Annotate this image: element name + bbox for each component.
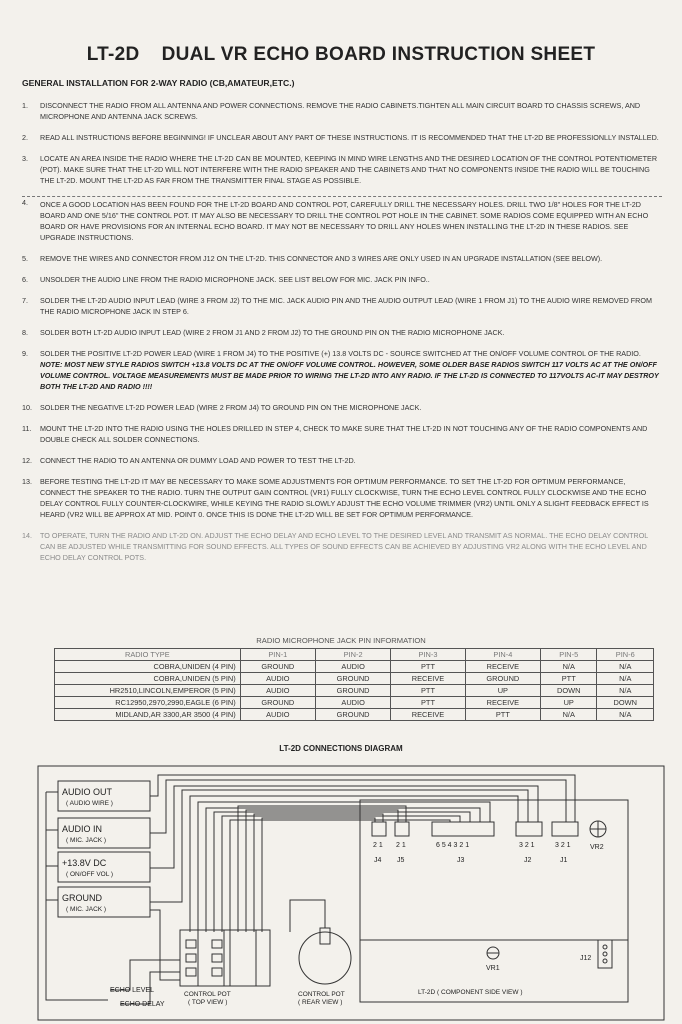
j4-pins: 2 1: [373, 842, 383, 849]
table-cell: N/A: [597, 685, 654, 697]
table-cell: AUDIO: [315, 661, 390, 673]
table-cell: DOWN: [597, 697, 654, 709]
table-cell: RECEIVE: [465, 697, 540, 709]
table-cell: GROUND: [240, 661, 315, 673]
j2-label: J2: [524, 857, 532, 864]
table-cell: GROUND: [315, 709, 390, 721]
table-cell: GROUND: [240, 697, 315, 709]
table-cell: DOWN: [541, 685, 597, 697]
table-cell: N/A: [597, 661, 654, 673]
control-pot-rear-label: CONTROL POT: [298, 991, 345, 998]
j4-connector: [372, 822, 386, 836]
j5-connector: [395, 822, 409, 836]
box-power-label: +13.8V DC: [62, 858, 107, 868]
step-9-note: NOTE: MOST NEW STYLE RADIOS SWITCH +13.8 VOLTS DC AT THE ON/OFF VOLUME CONTROL. HOWEVER, SOME OLDER BASE RADIOS SWITCH 117 VOLTS AC AT THE ON/OFF VOLUME CONTROL. VOLTAGE MEASUREMENTS MUST BE MADE PRIOR TO WIRING THE LT-2D INTO ANY RADIO. IF THE LT-2D IS CONNECTED TO 117VOLTS AC-IT MAY DESTROY BOTH THE LT-2D AND RADIO !!!!: [40, 360, 659, 391]
j1-label: J1: [560, 857, 568, 864]
step-5: 5. REMOVE THE WIRES AND CONNECTOR FROM J12 ON THE LT-2D. THIS CONNECTOR AND 3 WIRES ARE ONLY USED IN AN UPGRADE INSTALLATION (SEE BELOW).: [22, 254, 603, 263]
table-header: PIN-3: [391, 649, 465, 661]
pin-table-title: RADIO MICROPHONE JACK PIN INFORMATION: [256, 636, 426, 645]
step-3: 3. LOCATE AN AREA INSIDE THE RADIO WHERE THE LT-2D CAN BE MOUNTED, KEEPING IN MIND WIRE LENGTHS AND THE DESIRED LOCATION OF THE CONTROL POTENTIOMETER (POT). MAKE SURE THAT THE LT-2D WILL NOT INTERFERE WITH THE RADIO SPEAKER AND THE CABINETS AND THAT NO COMPONENTS INSIDE THE RADIO WILL BE TOUCHING THE LT-2D. MOUNT THE LT-2D AS FAR FROM THE TRANSMITTER FINAL STAGE AS POSSIBLE.: [22, 154, 658, 185]
board-view-label: LT-2D ( COMPONENT SIDE VIEW ): [418, 989, 523, 996]
step-7: 7. SOLDER THE LT-2D AUDIO INPUT LEAD (WIRE 3 FROM J2) TO THE MIC. JACK AUDIO PIN AND THE AUDIO OUTPUT LEAD (WIRE 1 FROM J1) TO THE AUDIO WIRE REMOVED FROM THE RADIO MICROPHONE JACK IN STEP 6.: [22, 296, 652, 316]
table-cell: COBRA,UNIDEN (5 PIN): [55, 673, 241, 685]
step-4: 4. ONCE A GOOD LOCATION HAS BEEN FOUND FOR THE LT-2D BOARD AND CONTROL POT, CAREFULLY DRILL THE NECESSARY HOLES. DRILL TWO 1/8" HOLES FOR THE LT-2D BOARD AND ONE 5/16" THE CONTROL POT. IT MAY ALSO BE NECESSARY TO DRILL THE CONTROL POT HOLE IN THE CABINET. SOME RADIOS COME EQUIPPED WITH AN ECHO BOARD OR HAVE PROVISIONS FOR AN INTERNAL ECHO BOARD. IT MAY NOT BE NECESSARY TO DRILL ANY HOLES WHEN INSTALLING THE LT-2D IN THESE RADIOS. SEE UPGRADE INSTRUCTIONS.: [22, 196, 662, 243]
control-pot-top-label: CONTROL POT: [184, 991, 231, 998]
table-cell: RECEIVE: [465, 661, 540, 673]
table-cell: RECEIVE: [391, 709, 465, 721]
diagram-title: LT-2D CONNECTIONS DIAGRAM: [279, 744, 403, 753]
j5-label: J5: [397, 857, 405, 864]
j4-label: J4: [374, 857, 382, 864]
rear-view-label: ( REAR VIEW ): [298, 999, 343, 1006]
table-cell: N/A: [541, 709, 597, 721]
step-11: 11. MOUNT THE LT-2D INTO THE RADIO USING THE HOLES DRILLED IN STEP 4, CHECK TO MAKE SURE THAT THE LT-2D IN NOT TOUCHING ANY OF THE RADIO COMPONENTS AND DOUBLE CHECK ALL SOLDER CONNECTIONS.: [22, 424, 648, 444]
box-audio-out-label: AUDIO OUT: [62, 787, 113, 797]
table-header: PIN-6: [597, 649, 654, 661]
table-cell: MIDLAND,AR 3300,AR 3500 (4 PIN): [55, 709, 241, 721]
table-cell: UP: [465, 685, 540, 697]
table-cell: GROUND: [315, 685, 390, 697]
step-10: 10. SOLDER THE NEGATIVE LT-2D POWER LEAD (WIRE 2 FROM J4) TO GROUND PIN ON THE MICROPHONE JACK.: [22, 403, 422, 412]
step-6: 6. UNSOLDER THE AUDIO LINE FROM THE RADIO MICROPHONE JACK. SEE LIST BELOW FOR MIC. JACK PIN INFO..: [22, 275, 430, 284]
echo-level-label: ECHO LEVEL: [110, 987, 154, 994]
j3-pins: 6 5 4 3 2 1: [436, 842, 470, 849]
table-cell: AUDIO: [315, 697, 390, 709]
table-cell: PTT: [391, 685, 465, 697]
table-header: RADIO TYPE: [55, 649, 241, 661]
step-13: 13. BEFORE TESTING THE LT-2D IT MAY BE NECESSARY TO MAKE SOME ADJUSTMENTS FOR OPTIMUM PERFORMANCE. TO SET THE LT-2D FOR OPTIMUM PERFORMANCE, CONNECT THE SPEAKER TO THE RADIO. TURN THE OUTPUT GAIN CONTROL (VR1) FULLY CLOCKWISE, TURN THE ECHO LEVEL CONTROL FULLY CLOCKWISE AND THE ECHO DELAY CONTROL FULLY COUNTER-CLOCKWIRE, WHILE KEYING THE RADIO SLOWLY ADJUST THE ECHO VOLUME TRIMMER (VR2) UNTIL ONLY A SLIGHT FEEDBACK EFFECT IS HEARD (VR2 WILL BE APPROX AT MID. POINT 0. ONCE THIS IS DONE THE LT-2D WILL BE SET FOR OPTIMUM PERFORMANCE.: [22, 477, 649, 519]
table-cell: PTT: [391, 697, 465, 709]
table-cell: GROUND: [315, 673, 390, 685]
table-cell: N/A: [597, 673, 654, 685]
j3-connector: [432, 822, 494, 836]
table-cell: UP: [541, 697, 597, 709]
top-view-label: ( TOP VIEW ): [188, 999, 228, 1006]
j12-label: J12: [580, 955, 592, 962]
j2-pins: 3 2 1: [519, 842, 535, 849]
j12-connector: [598, 940, 612, 968]
box-power-sub: ( ON/OFF VOL ): [66, 871, 114, 878]
wire-power: [150, 786, 538, 868]
step-9: 9. SOLDER THE POSITIVE LT-2D POWER LEAD (WIRE 1 FROM J4) TO THE POSITIVE (+) 13.8 VOLTS DC - SOURCE SWITCHED AT THE ON/OFF VOLUME CONTROL OF THE RADIO. NOTE: MOST NEW STYLE RADIOS SWITCH +13.8 VOLTS DC AT THE ON/OFF VOLUME CONTROL. HOWEVER, SOME OLDER BASE RADIOS SWITCH 117 VOLTS AC AT THE ON/OFF VOLUME CONTROL. VOLTAGE MEASUREMENTS MUST BE MADE PRIOR TO WIRING THE LT-2D INTO ANY RADIO. IF THE LT-2D IS CONNECTED TO 117VOLTS AC-IT MAY DESTROY BOTH THE LT-2D AND RADIO !!!!: [22, 349, 659, 391]
step-2: 2. READ ALL INSTRUCTIONS BEFORE BEGINNING! IF UNCLEAR ABOUT ANY PART OF THESE INSTRUCTIONS. IT IS RECOMMENDED THAT THE LT-2D BE PROFESSIONLLY INSTALLED.: [22, 133, 659, 142]
step-1: 1. DISCONNECT THE RADIO FROM ALL ANTENNA AND POWER CONNECTIONS. REMOVE THE RADIO CABINETS.TIGHTEN ALL MAIN CIRCUIT BOARD TO CHASSIS SCREWS, AND MICROPHONE AND ANTENNA JACK SCREWS.: [22, 101, 641, 121]
table-cell: AUDIO: [240, 673, 315, 685]
table-cell: HR2510,LINCOLN,EMPEROR (5 PIN): [55, 685, 241, 697]
section-subtitle: GENERAL INSTALLATION FOR 2-WAY RADIO (CB,AMATEUR,ETC.): [22, 78, 295, 88]
step-12: 12. CONNECT THE RADIO TO AN ANTENNA OR DUMMY LOAD AND POWER TO TEST THE LT-2D.: [22, 456, 356, 465]
diagram-frame: [38, 766, 664, 1020]
box-audio-in-sub: ( MIC. JACK ): [66, 837, 107, 844]
j5-pins: 2 1: [396, 842, 406, 849]
table-cell: RECEIVE: [391, 673, 465, 685]
table-header: PIN-1: [240, 649, 315, 661]
title-model: LT-2D: [86, 44, 140, 65]
table-header: PIN-4: [465, 649, 540, 661]
control-pot-rear: [299, 932, 351, 984]
table-cell: N/A: [541, 661, 597, 673]
table-cell: AUDIO: [240, 709, 315, 721]
box-audio-in-label: AUDIO IN: [62, 824, 103, 834]
table-cell: COBRA,UNIDEN (4 PIN): [55, 661, 241, 673]
echo-delay-label: ECHO DELAY: [120, 1001, 165, 1008]
j3-label: J3: [457, 857, 465, 864]
table-cell: PTT: [465, 709, 540, 721]
table-cell: AUDIO: [240, 685, 315, 697]
j1-pins: 3 2 1: [555, 842, 571, 849]
table-header: PIN-2: [315, 649, 390, 661]
table-cell: PTT: [391, 661, 465, 673]
table-cell: N/A: [597, 709, 654, 721]
vr2-label: VR2: [590, 844, 604, 851]
table-cell: GROUND: [465, 673, 540, 685]
j2-connector: [516, 822, 542, 836]
box-audio-out-sub: ( AUDIO WIRE ): [66, 800, 113, 807]
box-ground-label: GROUND: [62, 893, 102, 903]
step-8: 8. SOLDER BOTH LT-2D AUDIO INPUT LEAD (WIRE 2 FROM J1 AND 2 FROM J2) TO THE GROUND PIN ON THE RADIO MICROPHONE JACK.: [22, 328, 505, 337]
table-cell: RC12950,2970,2990,EAGLE (6 PIN): [55, 697, 241, 709]
table-header: PIN-5: [541, 649, 597, 661]
wire-ground: [150, 790, 528, 902]
table-cell: PTT: [541, 673, 597, 685]
title-text: DUAL VR ECHO BOARD INSTRUCTION SHEET: [161, 44, 596, 65]
vr1-label: VR1: [486, 965, 500, 972]
box-ground-sub: ( MIC. JACK ): [66, 906, 107, 913]
j1-connector: [552, 822, 578, 836]
step-14: 14. TO OPERATE, TURN THE RADIO AND LT-2D ON. ADJUST THE ECHO DELAY AND ECHO LEVEL TO THE DESIRED LEVEL AND TRANSMIT AS NORMAL. THE ECHO DELAY CONTROL CAN BE ADJUSTED WHILE TRANSMITTING FOR SOUND EFFECTS. ALL TYPES OF SOUND EFFECTS CAN BE ACHIEVED BY ADJUSTING VR2 ALONG WITH THE ECHO LEVEL AND ECHO DELAY CONTROL POTS.: [22, 531, 649, 562]
